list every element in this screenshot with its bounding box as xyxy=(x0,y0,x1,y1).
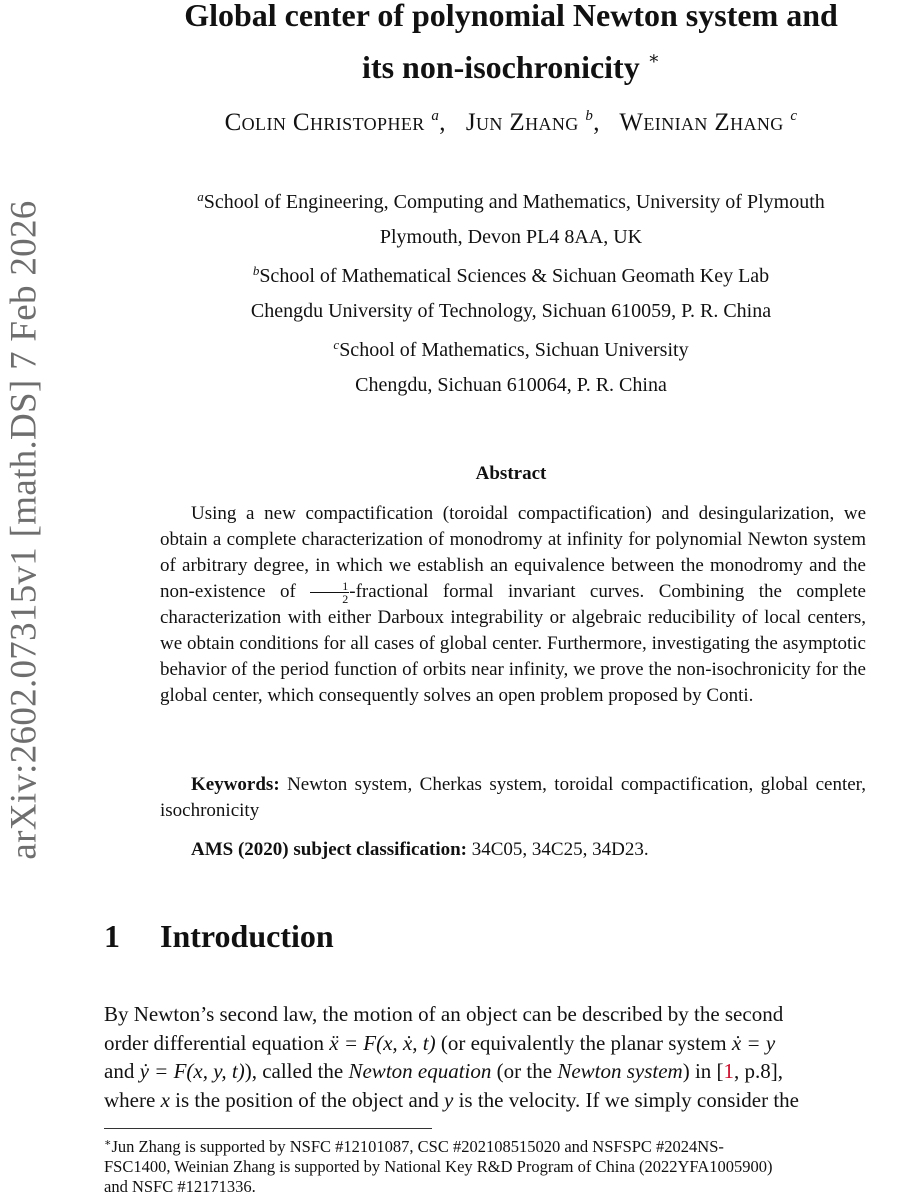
abstract-heading: Abstract xyxy=(475,463,547,484)
ams-label: AMS (2020) subject classification: xyxy=(191,839,467,860)
intro-line: order differential equation ẍ = F(x, ẋ, t) (or equivalently the planar system ẋ = y xyxy=(104,1030,776,1055)
arxiv-sidebar xyxy=(0,0,48,1200)
affiliation-line: $^c$School of Mathematics, Sichuan University xyxy=(333,337,689,361)
author-list: Colin Christopher $^a$, Jun Zhang $^b$, Weinian Zhang $^c$ xyxy=(224,108,798,136)
footnote-line: ∗Jun Zhang is supported by NSFC #12101087, CSC #202108515020 and NSFSPC #2024NS- xyxy=(104,1137,724,1156)
title-line-1: Global center of polynomial Newton system and xyxy=(184,0,838,33)
author-name: Weinian Zhang xyxy=(619,109,784,136)
title-line-2: its non-isochronicity ∗ xyxy=(362,48,660,85)
intro-line: where x is the position of the object and y is the velocity. If we simply consider the xyxy=(104,1087,799,1112)
footnote-line: and NSFC #12171336. xyxy=(104,1177,256,1196)
footnote-mark: ∗ xyxy=(104,1137,112,1149)
author-name: Jun Zhang xyxy=(465,109,579,136)
ams-codes: 34C05, 34C25, 34D23. xyxy=(467,839,649,860)
section-title: Introduction xyxy=(160,918,334,954)
equation: ẍ = F(x, ẋ, t) xyxy=(329,1030,436,1055)
footnote-divider xyxy=(104,1128,432,1129)
variable: y xyxy=(444,1087,454,1112)
affiliations xyxy=(100,180,922,402)
affiliation-line: Plymouth, Devon PL4 8AA, UK xyxy=(379,225,643,248)
paper-title xyxy=(100,0,922,89)
ams-classification xyxy=(160,837,866,863)
affiliation-line: $^b$School of Mathematical Sciences & Sichuan Geomath Key Lab xyxy=(252,263,770,287)
arxiv-identifier: arXiv:2602.07315v1 [math.DS] 7 Feb 2026 xyxy=(3,200,45,860)
footnote-line: FSC1400, Weinian Zhang is supported by National Key R&D Program of China (2022YFA1005900) xyxy=(104,1157,773,1176)
citation-link[interactable]: 1 xyxy=(723,1059,735,1083)
variable: x xyxy=(160,1087,170,1112)
intro-paragraph xyxy=(104,1000,922,1114)
keywords-text: Newton system, Cherkas system, toroidal compactification, global center, isochronicity xyxy=(160,774,866,821)
footnote xyxy=(104,1133,922,1197)
term: Newton system xyxy=(557,1059,683,1083)
keywords xyxy=(160,772,866,824)
equation: ẏ = F(x, y, t) xyxy=(139,1059,245,1083)
term: Newton equation xyxy=(348,1059,492,1083)
author-affiliation-mark: c xyxy=(790,108,798,124)
fraction-one-half: $\frac{1}{2}$ xyxy=(310,580,349,605)
abstract-text: Using a new compactification (toroidal compactification) and desingularization, we obtain a complete characterization of monodromy at infinity for polynomial Newton system of arbitrary degree, in which we establish an equivalence between the monodromy and the non-existence of $\frac{1}{2}$ -fractional formal invariant curves. Combining the complete characterization with either Darboux integrability or algebraic reducibility of local centers, we obtain conditions for all cases of global center. Furthermore, investigating the asymptotic behavior of the period function of orbits near infinity, we prove the non-isochronicity for the global center, which consequently solves an open problem proposed by Conti. xyxy=(160,503,866,707)
equation: ẋ = y xyxy=(731,1030,776,1055)
author-affiliation-mark: a xyxy=(431,108,440,124)
intro-line: By Newton’s second law, the motion of an object can be described by the second xyxy=(104,1002,784,1026)
affiliation-line: Chengdu University of Technology, Sichuan 610059, P. R. China xyxy=(250,299,772,322)
intro-line: and ẏ = F(x, y, t)), called the Newton equation (or the Newton system) in [1, p.8], xyxy=(104,1059,784,1083)
section-heading xyxy=(104,918,334,955)
author-name: Colin Christopher xyxy=(224,109,425,136)
affiliation-line: Chengdu, Sichuan 610064, P. R. China xyxy=(355,373,667,396)
title-footnote-mark: ∗ xyxy=(647,48,660,68)
author-affiliation-mark: b xyxy=(585,108,594,124)
keywords-label: Keywords: xyxy=(191,774,280,795)
section-number: 1 xyxy=(104,918,120,954)
affiliation-line: $^a$School of Engineering, Computing and Mathematics, University of Plymouth xyxy=(197,189,825,213)
